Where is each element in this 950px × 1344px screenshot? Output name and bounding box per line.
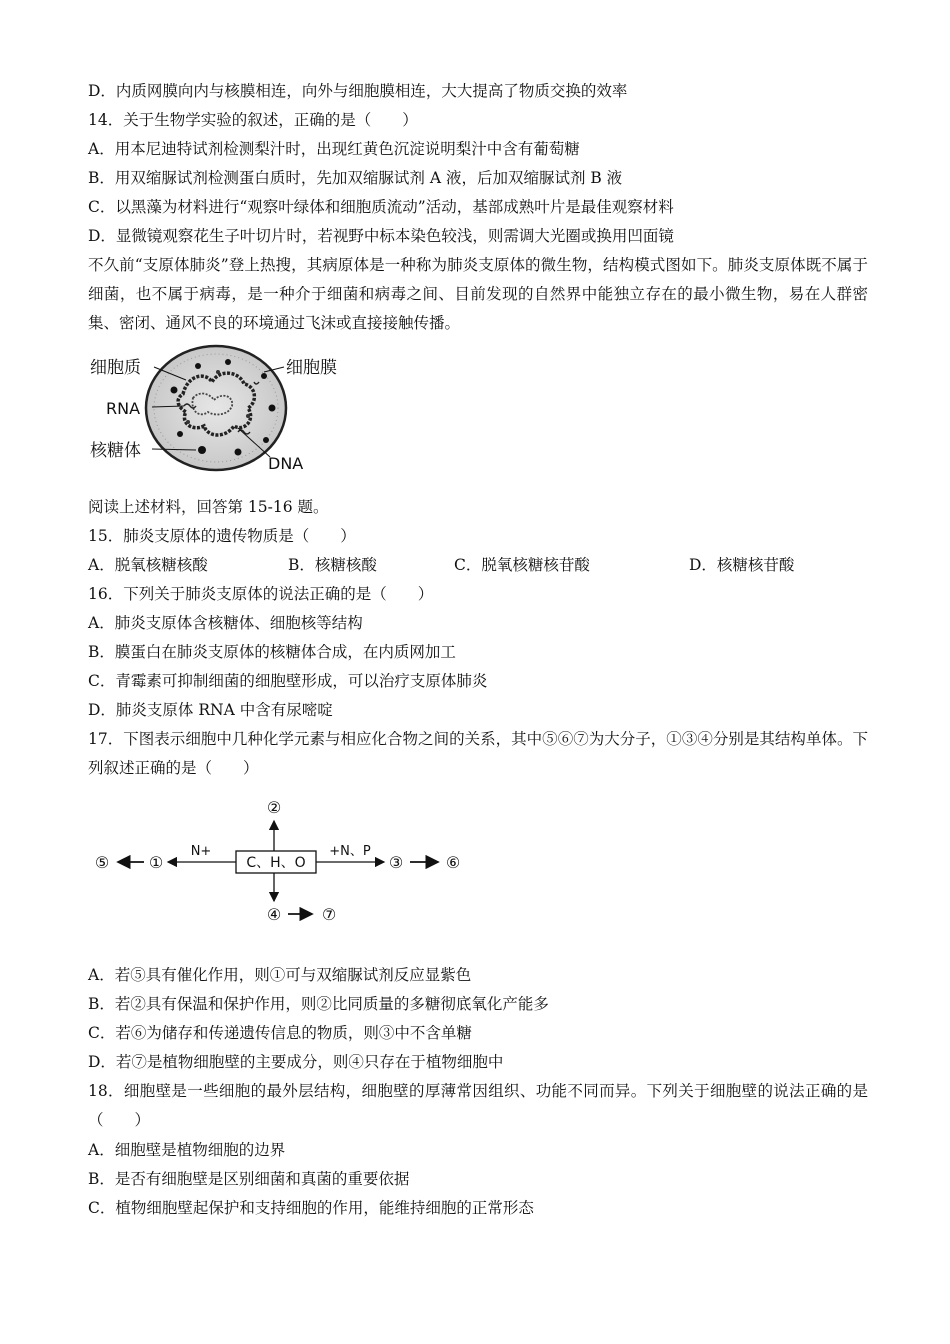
node-1: ① [148, 853, 164, 872]
q14-option-d: D．显微镜观察花生子叶切片时，若视野中标本染色较浅，则需调大光圈或换用凹面镜 [88, 227, 674, 245]
q17-option-d: D．若⑦是植物细胞壁的主要成分，则④只存在于植物细胞中 [88, 1053, 504, 1071]
q15-option-c: C．脱氧核糖核苷酸 [454, 556, 590, 574]
q15-stem: 15．肺炎支原体的遗传物质是（ ） [88, 527, 356, 545]
q16-option-b: B．膜蛋白在肺炎支原体的核糖体合成，在内质网加工 [88, 643, 456, 661]
cell-membrane-outline [146, 346, 286, 470]
q15-option-d: D．核糖核苷酸 [689, 556, 795, 574]
label-n-p-plus: +N、P [329, 844, 371, 859]
node-4: ④ [266, 905, 282, 924]
mycoplasma-passage: 不久前“支原体肺炎”登上热搜，其病原体是一种称为肺炎支原体的微生物，结构模式图如下。肺炎支原体既不属于细菌，也不属于病毒，是一种介于细菌和病毒之间、目前发现的自然界中能独立存在的最小微生物，易在人群密集、密闭、通风不良的环境通过飞沫或直接接触传播。 [88, 256, 868, 332]
node-7: ⑦ [321, 905, 337, 924]
q13-option-d: D．内质网膜向内与核膜相连，向外与细胞膜相连，大大提高了物质交换的效率 [88, 82, 628, 100]
element-box-label: C、H、O [246, 855, 306, 871]
label-rna: RNA [106, 399, 141, 418]
q15-option-a: A．脱氧核糖核酸 [88, 556, 208, 574]
read-instruction: 阅读上述材料，回答第 15-16 题。 [88, 498, 329, 516]
label-cytoplasm: 细胞质 [90, 358, 141, 378]
node-6: ⑥ [445, 853, 461, 872]
q17-option-c: C．若⑥为储存和传递遗传信息的物质，则③中不含单糖 [88, 1024, 472, 1042]
q14-option-b: B．用双缩脲试剂检测蛋白质时，先加双缩脲试剂 A 液，后加双缩脲试剂 B 液 [88, 169, 623, 187]
node-2: ② [266, 798, 282, 817]
label-n-plus: N+ [190, 844, 212, 859]
q17-option-b: B．若②具有保温和保护作用，则②比同质量的多糖彻底氧化产能多 [88, 995, 549, 1013]
q16-option-a: A．肺炎支原体含核糖体、细胞核等结构 [88, 614, 363, 632]
node-3: ③ [388, 853, 404, 872]
label-ribosome: 核糖体 [90, 441, 141, 461]
label-dna: DNA [268, 454, 304, 473]
q14-stem: 14．关于生物学实验的叙述，正确的是（ ） [88, 111, 418, 129]
q18-stem: 18．细胞壁是一些细胞的最外层结构，细胞壁的厚薄常因组织、功能不同而异。下列关于细胞壁的说法正确的是（ ） [88, 1082, 868, 1129]
ribosome-dot [171, 387, 178, 394]
q18-option-b: B．是否有细胞壁是区别细菌和真菌的重要依据 [88, 1170, 410, 1188]
q17-option-a: A．若⑤具有催化作用，则①可与双缩脲试剂反应显紫色 [88, 966, 472, 984]
q16-option-d: D．肺炎支原体 RNA 中含有尿嘧啶 [88, 701, 333, 719]
q16-stem: 16．下列关于肺炎支原体的说法正确的是（ ） [88, 585, 434, 603]
q18-option-c: C．植物细胞壁起保护和支持细胞的作用，能维持细胞的正常形态 [88, 1199, 534, 1217]
q15-option-b: B．核糖核酸 [288, 556, 377, 574]
label-cell-membrane: 细胞膜 [286, 358, 337, 378]
q17-stem: 17．下图表示细胞中几种化学元素与相应化合物之间的关系，其中⑤⑥⑦为大分子，①③④分别是其结构单体。下列叙述正确的是（ ） [88, 730, 868, 777]
q14-option-a: A．用本尼迪特试剂检测梨汁时，出现红黄色沉淀说明梨汁中含有葡萄糖 [88, 140, 580, 158]
q16-option-c: C．青霉素可抑制细菌的细胞壁形成，可以治疗支原体肺炎 [88, 672, 488, 690]
element-compound-flow-diagram [88, 795, 478, 930]
node-5: ⑤ [94, 853, 110, 872]
q14-option-c: C．以黑藻为材料进行“观察叶绿体和细胞质流动”活动，基部成熟叶片是最佳观察材料 [88, 198, 674, 216]
q18-option-a: A．细胞壁是植物细胞的边界 [88, 1141, 286, 1159]
mycoplasma-structure-figure [88, 342, 358, 477]
